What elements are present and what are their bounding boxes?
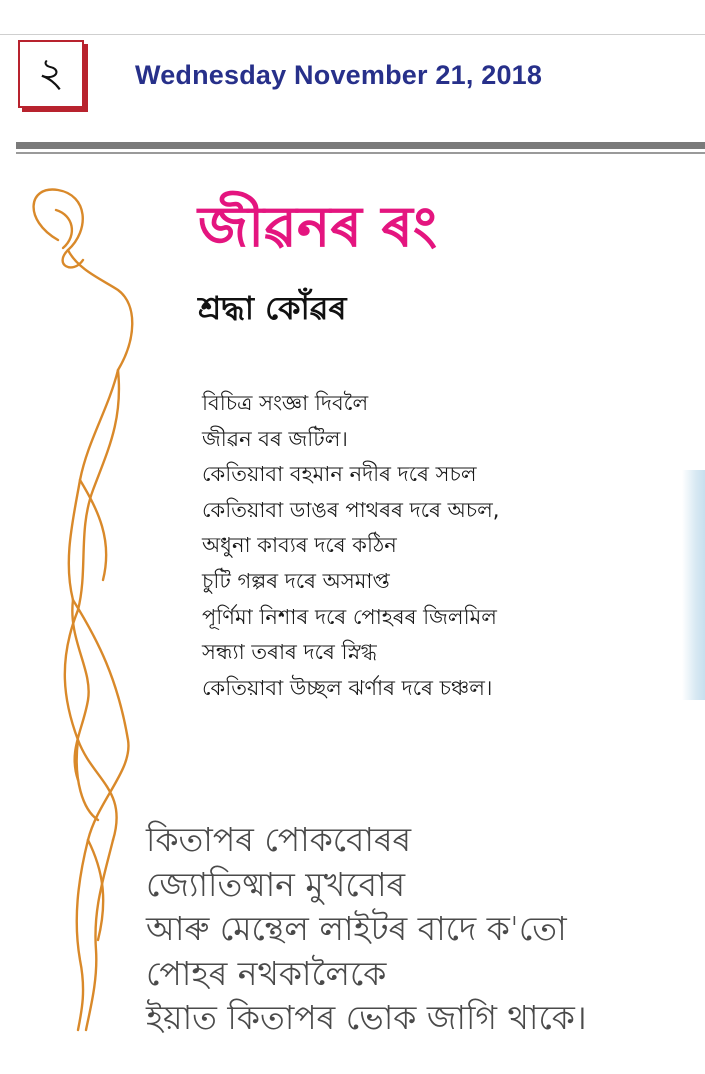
- poem-line: ইয়াত কিতাপৰ ভোক জাগি থাকে।: [146, 998, 587, 1037]
- poem-line: জীৱন বৰ জটিল।: [202, 426, 348, 451]
- figure-line-art-icon: [18, 180, 148, 1040]
- poem-line: কিতাপৰ পোকবোৰৰ: [146, 820, 412, 859]
- page-number-box: [18, 40, 84, 108]
- poem-title: জীৱনৰ ৰং: [198, 195, 437, 260]
- top-rule: [0, 34, 705, 35]
- poem-line: কেতিয়াবা উচ্ছল ঝৰ্ণাৰ দৰে চঞ্চল।: [202, 675, 493, 700]
- poem-line: বিচিত্ৰ সংজ্ঞা দিবলৈ: [202, 391, 369, 415]
- header-divider-thin: [16, 152, 705, 154]
- poem-line: জ্যোতিষ্মান মুখবোৰ: [146, 864, 406, 904]
- poem-line: সন্ধ্যা তৰাৰ দৰে স্নিগ্ধ: [202, 640, 377, 665]
- poem-line: অধুনা কাব্যৰ দৰে কঠিন: [202, 533, 397, 558]
- header-divider: [16, 142, 705, 149]
- photo-edge: [682, 470, 705, 700]
- issue-date: Wednesday November 21, 2018: [135, 60, 543, 90]
- poem-line: কেতিয়াবা ডাঙৰ পাথৰৰ দৰে অচল,: [202, 497, 500, 522]
- page-number: ২: [37, 49, 64, 96]
- poem-line: কেতিয়াবা বহমান নদীৰ দৰে সচল: [202, 462, 477, 487]
- poem-line: পোহৰ নথকালৈকে: [146, 953, 387, 993]
- poem-line: আৰু মেন্থেল লাইটৰ বাদে ক'তো: [146, 909, 567, 948]
- poem-author: শ্ৰদ্ধা কোঁৱৰ: [198, 289, 347, 327]
- poem-line: চুটি গল্পৰ দৰে অসমাপ্ত: [202, 568, 390, 593]
- poem-line: পূৰ্ণিমা নিশাৰ দৰে পোহৰৰ জিলমিল: [202, 604, 497, 629]
- poem-stanza-one: [202, 386, 499, 706]
- poem-stanza-two: [146, 818, 587, 1041]
